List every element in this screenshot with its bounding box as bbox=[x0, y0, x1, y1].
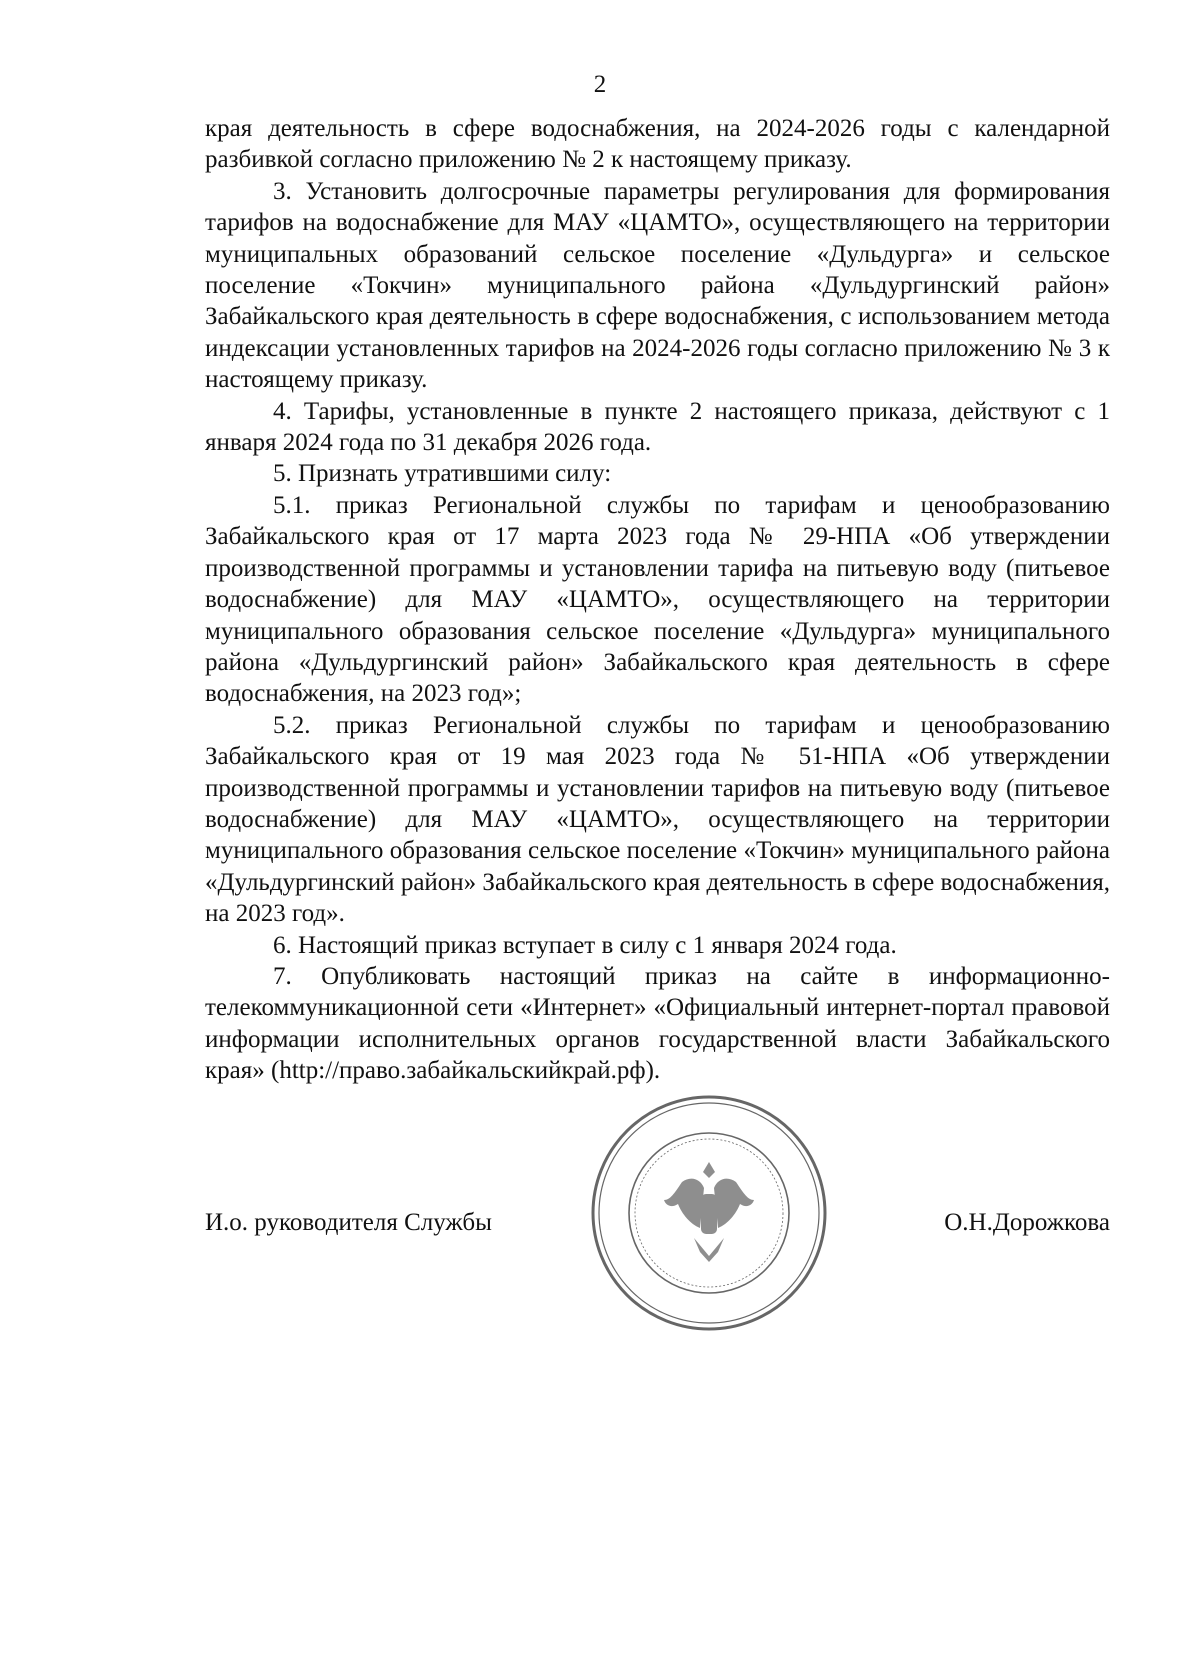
signatory-position: И.о. руководителя Службы bbox=[205, 1209, 492, 1236]
document-body bbox=[205, 113, 1110, 1087]
paragraph-item-5-1: 5.1. приказ Региональной службы по тарифам и ценообразованию Забайкальского края от 17 марта 2023 года № 29-НПА «Об утверждении производственной программы и установлении тарифа на питьевую воду (питьевое водоснабжение) для МАУ «ЦАМТО», осуществляющего на территории муниципального образования сельское поселение «Дульдурга» муниципального района «Дульдургинский район» Забайкальского края деятельность в сфере водоснабжения, на 2023 год»; bbox=[205, 491, 1110, 708]
page-number: 2 bbox=[593, 71, 607, 98]
official-seal-stamp bbox=[586, 1090, 832, 1336]
paragraph-item-3: 3. Установить долгосрочные параметры регулирования для формирования тарифов на водоснабжение для МАУ «ЦАМТО», осуществляющего на территории муниципальных образований сельское поселение «Дульдурга» и сельское поселение «Токчин» муниципального района «Дульдургинский район» Забайкальского края деятельность в сфере водоснабжения, с использованием метода индексации установленных тарифов на 2024-2026 годы согласно приложению № 3 к настоящему приказу. bbox=[205, 177, 1110, 394]
paragraph-item-4: 4. Тарифы, установленные в пункте 2 настоящего приказа, действуют с 1 января 2024 года по 31 декабря 2026 года. bbox=[205, 397, 1110, 457]
paragraph-item-5-2: 5.2. приказ Региональной службы по тарифам и ценообразованию Забайкальского края от 19 мая 2023 года № 51-НПА «Об утверждении производственной программы и установлении тарифов на питьевую воду (питьевое водоснабжение) для МАУ «ЦАМТО», осуществляющего на территории муниципального образования сельское поселение «Токчин» муниципального района «Дульдургинский район» Забайкальского края деятельность в сфере водоснабжения, на 2023 год». bbox=[205, 711, 1110, 928]
seal-graphic bbox=[586, 1090, 832, 1336]
paragraph-item-6: 6. Настоящий приказ вступает в силу с 1 января 2024 года. bbox=[273, 931, 897, 959]
paragraph-item-5: 5. Признать утратившими силу: bbox=[273, 460, 612, 488]
paragraph-continuation: края деятельность в сфере водоснабжения, на 2024-2026 годы с календарной разбивкой согласно приложению № 2 к настоящему приказу. bbox=[205, 115, 1110, 174]
paragraph-item-7: 7. Опубликовать настоящий приказ на сайте в информационно-телекоммуникационной сети «Интернет» «Официальный интернет-портал правовой информации исполнительных органов государственной власти Забайкальского края» (http://право.забайкальскийкрай.рф). bbox=[205, 962, 1110, 1085]
signatory-name: О.Н.Дорожкова bbox=[944, 1209, 1110, 1236]
